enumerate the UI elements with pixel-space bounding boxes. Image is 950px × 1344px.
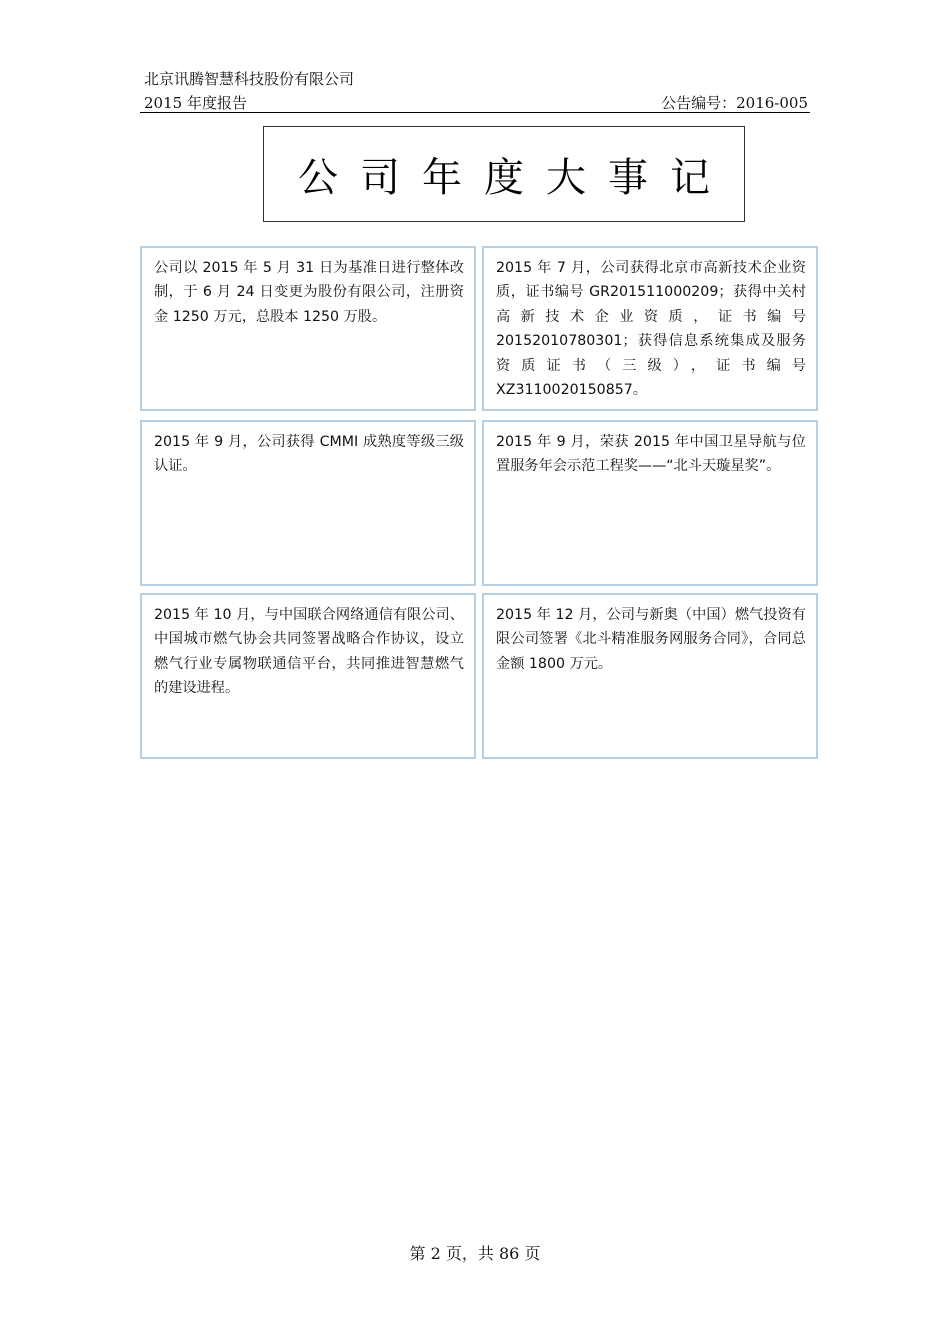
header-divider: [140, 112, 810, 113]
event-card: 2015 年 9 月，公司获得 CMMI 成熟度等级三级认证。: [140, 420, 476, 586]
event-card: 2015 年 10 月，与中国联合网络通信有限公司、中国城市燃气协会共同签署战略合作协议，设立燃气行业专属物联通信平台，共同推进智慧燃气的建设进程。: [140, 593, 476, 759]
header-notice-number: 公告编号：2016-005: [661, 94, 808, 112]
page-footer: 第 2 页，共 86 页: [409, 1244, 541, 1263]
event-card: 2015 年 12 月，公司与新奥（中国）燃气投资有限公司签署《北斗精准服务网服务合同》，合同总金额 1800 万元。: [482, 593, 818, 759]
event-card: 公司以 2015 年 5 月 31 日为基准日进行整体改制，于 6 月 24 日变更为股份有限公司，注册资金 1250 万元，总股本 1250 万股。: [140, 246, 476, 411]
event-card: 2015 年 7 月，公司获得北京市高新技术企业资质，证书编号 GR201511000209；获得中关村高新技术企业资质，证书编号 20152010780301；获得信息系统集成及服务资质证书（三级），证书编号 XZ3110020150857。: [482, 246, 818, 411]
header-report-title: 2015 年度报告: [144, 94, 247, 112]
title-box: [263, 126, 745, 222]
page-title: 公司年度大事记: [298, 154, 732, 201]
event-card: 2015 年 9 月，荣获 2015 年中国卫星导航与位置服务年会示范工程奖——“北斗天璇星奖”。: [482, 420, 818, 586]
header-company: 北京讯腾智慧科技股份有限公司: [144, 70, 355, 88]
